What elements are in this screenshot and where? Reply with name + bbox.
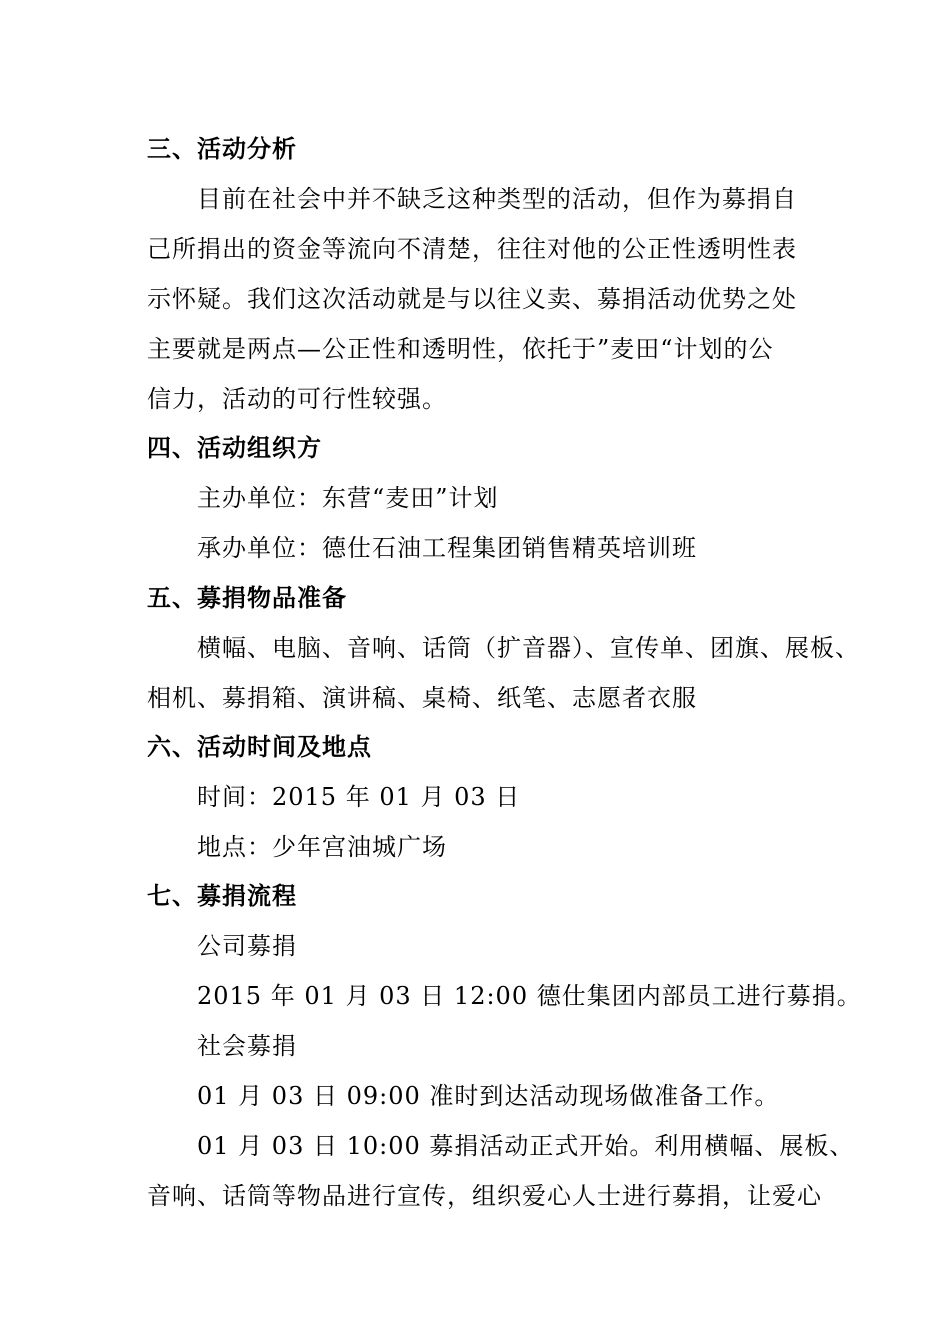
paragraph-line: 信力，活动的可行性较强。: [147, 385, 447, 413]
paragraph-line: 示怀疑。我们这次活动就是与以往义卖、募捐活动优势之处: [147, 285, 797, 313]
process-step-continued: 音响、话筒等物品进行宣传，组织爱心人士进行募捐，让爱心: [147, 1182, 822, 1210]
process-step: 01 月 03 日 09:00 准时到达活动现场做准备工作。: [197, 1082, 780, 1110]
section-heading-supplies: 五、募捐物品准备: [147, 584, 347, 612]
supplies-line: 相机、募捐箱、演讲稿、桌椅、纸笔、志愿者衣服: [147, 684, 697, 712]
paragraph-line: 目前在社会中并不缺乏这种类型的活动，但作为募捐自: [197, 185, 797, 213]
paragraph-line: 己所捐出的资金等流向不清楚，往往对他的公正性透明性表: [147, 235, 797, 263]
process-step: 2015 年 01 月 03 日 12:00 德仕集团内部员工进行募捐。: [197, 982, 862, 1010]
process-step: 01 月 03 日 10:00 募捐活动正式开始。利用横幅、展板、: [197, 1132, 855, 1160]
event-place: 地点：少年宫油城广场: [197, 833, 447, 861]
section-heading-process: 七、募捐流程: [147, 882, 297, 910]
section-heading-organizers: 四、活动组织方: [147, 434, 322, 462]
paragraph-line: 主要就是两点—公正性和透明性，依托于”麦田“计划的公: [147, 335, 774, 363]
organizer-host: 主办单位：东营“麦田”计划: [197, 484, 499, 512]
event-time: 时间：2015 年 01 月 03 日: [197, 783, 521, 811]
section-heading-analysis: 三、活动分析: [147, 135, 297, 163]
process-subheading-company: 公司募捐: [197, 932, 297, 960]
supplies-line: 横幅、电脑、音响、话筒（扩音器）、宣传单、团旗、展板、: [197, 634, 860, 662]
organizer-undertaker: 承办单位：德仕石油工程集团销售精英培训班: [197, 534, 697, 562]
section-heading-time-place: 六、活动时间及地点: [147, 733, 372, 761]
process-subheading-public: 社会募捐: [197, 1032, 297, 1060]
